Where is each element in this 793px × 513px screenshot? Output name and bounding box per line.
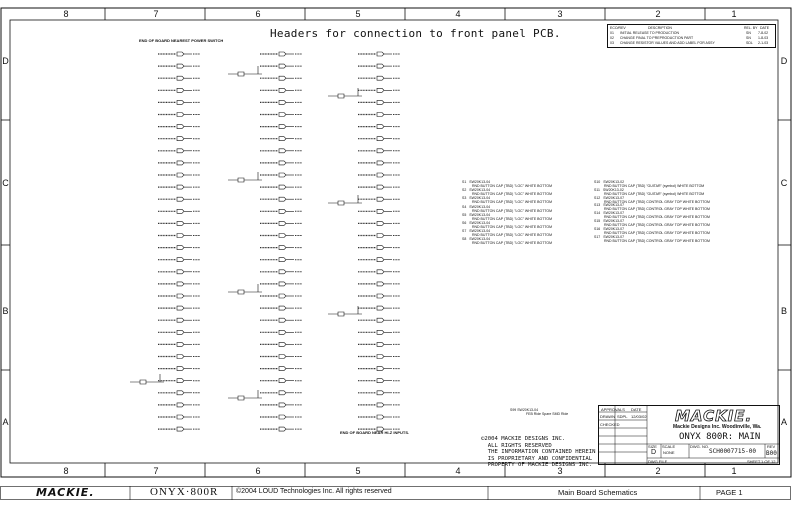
connector-pin-6-18: [260, 270, 302, 274]
checked-label: CHECKED: [600, 422, 620, 427]
filter-branch-3: [228, 390, 262, 400]
connector-pin-5-29: [358, 403, 400, 407]
connector-pin-7-18: [158, 270, 200, 274]
footer-copyright: ©2004 LOUD Technologies Inc. All rights reserved: [236, 488, 392, 495]
connector-pin-6-16: [260, 246, 302, 250]
connector-pin-6-8: [260, 149, 302, 153]
footer-doc-title: Main Board Schematics: [558, 488, 638, 497]
zone-col-5-bottom: 5: [355, 466, 361, 476]
connector-pin-6-25: [260, 355, 302, 359]
zone-col-4-bottom: 4: [455, 466, 461, 476]
zone-row-b-right: B: [780, 306, 787, 316]
switch-right-desc: RND BUTTON CAP (TBD) CONTROL GRAY TOP WHITE BOTTOM: [604, 215, 710, 220]
connector-pin-7-23: [158, 330, 200, 334]
zone-col-4-top: 4: [455, 9, 461, 19]
switch-left-part: SW20K13-04: [469, 212, 491, 217]
switch-right-ref: S10: [594, 180, 601, 184]
connector-pin-7-6: [158, 125, 200, 129]
connector-pin-5-9: [358, 161, 400, 165]
zone-col-1-top: 1: [731, 9, 737, 19]
footer-page: PAGE 1: [716, 488, 743, 497]
zone-col-7-top: 7: [153, 9, 159, 19]
rev-row-3-date: 2-1-03: [758, 41, 769, 45]
connector-pin-6-30: [260, 415, 302, 419]
connector-pin-7-20: [158, 294, 200, 298]
connector-pin-7-22: [158, 318, 200, 322]
zone-row-a-right: A: [780, 417, 787, 427]
connector-pin-6-9: [260, 161, 302, 165]
connector-pin-5-23: [358, 330, 400, 334]
switch-left-part: SW20K13-04: [469, 204, 491, 209]
footer-logo: MACKIE.: [36, 486, 95, 499]
connector-pin-5-20: [358, 294, 400, 298]
zone-col-5-top: 5: [355, 9, 361, 19]
connector-pin-6-15: [260, 234, 302, 238]
connector-pin-6-5: [260, 113, 302, 117]
filter-branch-1: [228, 172, 262, 182]
connector-pin-5-24: [358, 342, 400, 346]
connector-pin-5-22: [358, 318, 400, 322]
connector-pin-5-28: [358, 391, 400, 395]
switch-left-6: [462, 229, 552, 237]
connector-pin-5-18: [358, 270, 400, 274]
switch-right-desc: RND BUTTON CAP (TBD) CONTROL GRAY TOP WHITE BOTTOM: [604, 207, 710, 212]
zone-col-6-top: 6: [255, 9, 261, 19]
bottom-note: END OF BOARD NEAR HI-Z INPUTS.: [340, 430, 410, 435]
switch-right-6: [594, 227, 710, 235]
switch-left-desc: RND BUTTON CAP (TBD) "LOC" WHITE BOTTOM: [472, 225, 553, 229]
filter-branch-2: [228, 284, 262, 294]
switch-left-ref: S3: [462, 196, 467, 201]
connector-pin-6-31: [260, 427, 302, 431]
connector-pin-6-1: [260, 64, 302, 68]
connector-pin-5-8: [358, 149, 400, 153]
connector-pin-7-29: [158, 403, 200, 407]
connector-pin-5-4: [358, 100, 400, 104]
connector-pin-7-1: [158, 64, 200, 68]
dwg-file-label: DWG FILE: [648, 459, 668, 464]
switch-right-desc: RND BUTTON CAP (TBD) CONTROL GRAY TOP WHITE BOTTOM: [604, 230, 710, 235]
switch-right-desc: RND BUTTON CAP (TBD) "GUITAR" (symbol) WHITE BOTTOM: [604, 191, 705, 196]
sheet-title: Headers for connection to front panel PCB.: [270, 27, 561, 40]
zone-col-7-bottom: 7: [153, 466, 159, 476]
zone-col-1-bottom: 1: [731, 466, 737, 476]
connector-pin-7-30: [158, 415, 200, 419]
switch-left-7: [462, 237, 552, 245]
sheet-label: SHEET: [747, 459, 761, 464]
switch-left-ref: S6: [462, 221, 467, 225]
connector-pin-7-15: [158, 234, 200, 238]
connector-pin-7-7: [158, 137, 200, 141]
zone-col-8-bottom: 8: [63, 466, 69, 476]
zone-row-d-left: D: [2, 56, 9, 66]
switch-right-3: [594, 203, 710, 211]
connector-pin-7-11: [158, 185, 200, 189]
switch-right-part: SW20K13-07: [603, 211, 625, 216]
connector-pin-6-6: [260, 125, 302, 129]
switch-right-2: [594, 196, 710, 204]
connector-pin-6-19: [260, 282, 302, 286]
connector-pin-7-9: [158, 161, 200, 165]
switch-right-1: [594, 188, 704, 196]
footer-product: ONYX·800R: [150, 486, 219, 498]
connector-pin-7-13: [158, 209, 200, 213]
switch-left-ref: S1: [462, 180, 467, 184]
rev-header-eco: ECO/REV: [610, 26, 626, 30]
switch-left-part: SW20K13-04: [469, 188, 491, 193]
connector-pin-6-7: [260, 137, 302, 141]
connector-pin-6-3: [260, 88, 302, 92]
connector-pin-6-21: [260, 306, 302, 310]
switch-left-desc: RND BUTTON CAP (TBD) "LOC" WHITE BOTTOM: [472, 216, 553, 221]
connector-pin-5-12: [358, 197, 400, 201]
switch-right-part: SW20K13-02: [602, 187, 624, 192]
switch-right-ref: S17: [594, 234, 601, 239]
zone-col-8-top: 8: [63, 9, 69, 19]
dwg-no: SCH0007715-00: [709, 448, 756, 455]
scale-label: SCALE: [662, 444, 676, 449]
dwg-no-label: DWG. NO.: [690, 444, 710, 449]
connector-pin-7-3: [158, 88, 200, 92]
connector-pin-6-29: [260, 403, 302, 407]
switch-right-ref: S13: [594, 203, 601, 208]
rev-row-3-eco: 03: [610, 41, 614, 45]
connector-pin-5-11: [358, 185, 400, 189]
rev-header-desc: DESCRIPTION: [648, 26, 672, 30]
sheet-value: 1 OF 12: [761, 459, 776, 464]
zone-row-a-left: A: [2, 417, 9, 427]
connector-pin-5-10: [358, 173, 400, 177]
date-label: DATE: [631, 407, 642, 412]
switch-bottom-desc: FEB Ride Spare SMD Ride: [526, 412, 569, 416]
filter-branch-0: [228, 66, 262, 76]
switch-right-part: SW20K13-07: [603, 195, 625, 200]
drawn-by: SDPL: [617, 414, 628, 419]
switch-right-0: [594, 180, 704, 188]
copyright-notice: ©2004 MACKIE DESIGNS INC. ALL RIGHTS RESERVED THE INFORMATION CONTAINED HEREIN IS PROPRIETARY AND CONFIDENTIAL PROPERTY OF MACKIE DESIGNS INC.: [481, 436, 596, 469]
switch-bottom-ref: S99: [510, 408, 517, 412]
rev-row-2-desc: CHANGE FINAL TO PREPRODUCTION PART: [620, 36, 694, 40]
filter-branch-4: [328, 88, 362, 98]
switch-left-desc: RND BUTTON CAP (TBD) "LOC" WHITE BOTTOM: [472, 200, 553, 205]
connector-pin-5-7: [358, 137, 400, 141]
switch-right-ref: S16: [594, 226, 601, 231]
connector-pin-6-4: [260, 100, 302, 104]
rev-row-3-desc: CHANGE RESISTOR VALUES AND ADD LABEL FOR ASSY: [620, 41, 715, 45]
switch-right-ref: S11: [594, 187, 600, 192]
switch-right-part: SW20K13-07: [603, 219, 625, 223]
switch-left-1: [462, 188, 552, 196]
switch-left-ref: S7: [462, 229, 467, 234]
connector-pin-5-13: [358, 209, 400, 213]
connector-pin-6-2: [260, 76, 302, 80]
switch-left-ref: S5: [462, 212, 467, 217]
connector-pin-5-15: [358, 234, 400, 238]
switch-left-part: SW20K13-04: [469, 180, 491, 184]
zone-col-6-bottom: 6: [255, 466, 261, 476]
rev-row-1-date: 7-8-02: [758, 31, 769, 35]
connector-pin-5-30: [358, 415, 400, 419]
connector-pin-6-27: [260, 379, 302, 383]
approvals-label: APPROVALS: [601, 407, 625, 412]
connector-pin-5-21: [358, 306, 400, 310]
filter-branch-6: [328, 306, 362, 316]
zone-col-3-bottom: 3: [557, 466, 563, 476]
switch-left-desc: RND BUTTON CAP (TBD) "LOC" WHITE BOTTOM: [472, 208, 553, 213]
connector-pin-6-0: [260, 52, 302, 56]
connector-pin-6-14: [260, 221, 302, 225]
switch-right-part: SW20K13-07: [603, 203, 625, 208]
switch-right-5: [594, 219, 710, 227]
connector-pin-7-26: [158, 367, 200, 371]
switch-right-desc: RND BUTTON CAP (TBD) "GUITAR" (symbol) WHITE BOTTOM: [604, 184, 705, 188]
rev-label: REV: [767, 444, 776, 449]
top-note: END OF BOARD NEAREST POWER SWITCH: [139, 38, 224, 43]
connector-pin-7-21: [158, 306, 200, 310]
revision-block: [607, 24, 776, 48]
connector-pin-5-1: [358, 64, 400, 68]
rev-row-2-eco: 02: [610, 36, 614, 40]
connector-pin-5-5: [358, 113, 400, 117]
connector-pin-7-25: [158, 355, 200, 359]
connector-pin-5-0: [358, 52, 400, 56]
switch-bottom-part: SW20K13-04: [517, 408, 539, 412]
connector-pin-7-5: [158, 113, 200, 117]
switch-left-3: [462, 205, 552, 213]
switch-right-desc: RND BUTTON CAP (TBD) CONTROL GRAY TOP WHITE BOTTOM: [604, 223, 710, 227]
connector-pin-6-28: [260, 391, 302, 395]
connector-pin-5-14: [358, 221, 400, 225]
switch-left-desc: RND BUTTON CAP (TBD) "LOC" WHITE BOTTOM: [472, 241, 553, 246]
rev-header-date: DATE: [760, 26, 770, 30]
size-label: SIZE: [648, 444, 657, 449]
switch-left-part: SW20K13-04: [469, 237, 491, 242]
connector-pin-7-10: [158, 173, 200, 177]
rev-row-1-by: SN: [746, 31, 751, 35]
connector-pin-5-16: [358, 246, 400, 250]
connector-pin-5-6: [358, 125, 400, 129]
connector-pin-7-8: [158, 149, 200, 153]
switch-left-part: SW20K13-04: [469, 221, 491, 225]
connector-pin-6-17: [260, 258, 302, 262]
switch-right-ref: S15: [594, 219, 601, 223]
switch-left-ref: S4: [462, 204, 467, 209]
connector-pin-6-13: [260, 209, 302, 213]
switch-right-4: [594, 211, 710, 219]
zone-row-d-right: D: [780, 56, 788, 66]
connector-pin-7-28: [158, 391, 200, 395]
switch-right-desc: RND BUTTON CAP (TBD) CONTROL GRAY TOP WHITE BOTTOM: [604, 199, 710, 204]
switch-left-part: SW20K13-04: [469, 229, 491, 234]
switch-left-part: SW20K13-04: [469, 196, 491, 201]
connector-pin-7-4: [158, 100, 200, 104]
connector-pin-7-12: [158, 197, 200, 201]
page-footer: [0, 486, 793, 500]
connector-pin-6-12: [260, 197, 302, 201]
switch-left-desc: RND BUTTON CAP (TBD) "LOC" WHITE BOTTOM: [472, 184, 553, 188]
connector-pin-7-19: [158, 282, 200, 286]
switch-left-2: [462, 196, 552, 204]
zone-col-2-top: 2: [655, 9, 661, 19]
scale-value: NONE: [663, 450, 675, 455]
connector-pin-7-17: [158, 258, 200, 262]
connector-pin-7-31: [158, 427, 200, 431]
switch-right-ref: S12: [594, 195, 601, 200]
zone-row-b-left: B: [2, 306, 9, 316]
connector-pin-6-11: [260, 185, 302, 189]
filter-branch-5: [328, 195, 362, 205]
switch-left-desc: RND BUTTON CAP (TBD) "LOC" WHITE BOTTOM: [472, 233, 553, 238]
switch-right-part: SW20K13-07: [603, 234, 625, 239]
connector-pin-6-23: [260, 330, 302, 334]
connector-pin-6-24: [260, 342, 302, 346]
zone-col-2-bottom: 2: [655, 466, 661, 476]
connector-pin-6-10: [260, 173, 302, 177]
rev-row-2-by: SN: [746, 36, 751, 40]
title-block: [598, 405, 780, 465]
rev-row-1-desc: INITIAL RELEASE TO PRODUCTION: [620, 31, 680, 35]
connector-pin-5-17: [358, 258, 400, 262]
switch-left-ref: S8: [462, 237, 467, 242]
drawn-date: 12/03/02: [631, 414, 647, 419]
connector-pin-6-22: [260, 318, 302, 322]
switch-right-part: SW20K13-02: [603, 180, 625, 184]
switch-right-ref: S14: [594, 211, 601, 216]
switch-left-desc: RND BUTTON CAP (TBD) "LOC" WHITE BOTTOM: [472, 192, 553, 197]
connector-pin-5-19: [358, 282, 400, 286]
zone-row-c-left: C: [2, 178, 9, 188]
switch-left-4: [462, 213, 552, 221]
connector-pin-7-2: [158, 76, 200, 80]
drawn-label: DRAWN: [600, 414, 615, 419]
company-name: Mackie Designs Inc. Woodinville, Wa.: [673, 424, 762, 430]
connector-pin-5-25: [358, 355, 400, 359]
switch-right-part: SW20K13-07: [603, 226, 625, 231]
rev-row-1-eco: 01: [610, 31, 614, 35]
connector-pin-7-27: [158, 379, 200, 383]
filter-branch-7: [130, 374, 164, 384]
connector-pin-7-24: [158, 342, 200, 346]
switch-right-desc: RND BUTTON CAP (TBD) CONTROL GRAY TOP WHITE BOTTOM: [604, 238, 710, 243]
switch-bottom: [510, 408, 568, 416]
connector-pin-7-16: [158, 246, 200, 250]
connector-pin-6-26: [260, 367, 302, 371]
connector-pin-5-26: [358, 367, 400, 371]
connector-pin-6-20: [260, 294, 302, 298]
drawing-title: ONYX 800R: MAIN: [679, 432, 761, 442]
mackie-logo: MACKIE.: [675, 407, 753, 425]
switch-left-ref: S2: [462, 188, 467, 193]
switch-left-0: [462, 180, 552, 188]
size-value: D: [651, 449, 657, 456]
rev-value: B00: [766, 450, 777, 457]
connector-pin-5-2: [358, 76, 400, 80]
connector-pin-5-3: [358, 88, 400, 92]
rev-row-3-by: SDL: [746, 41, 753, 45]
zone-col-3-top: 3: [557, 9, 563, 19]
rev-row-2-date: 1-8-03: [758, 36, 769, 40]
zone-row-c-right: C: [780, 178, 788, 188]
connector-pin-5-27: [358, 379, 400, 383]
switch-left-5: [462, 221, 552, 229]
switch-right-7: [594, 235, 710, 243]
connector-pin-7-0: [158, 52, 200, 56]
rev-header-relby: REL. BY: [744, 26, 758, 30]
connector-pin-7-14: [158, 221, 200, 225]
